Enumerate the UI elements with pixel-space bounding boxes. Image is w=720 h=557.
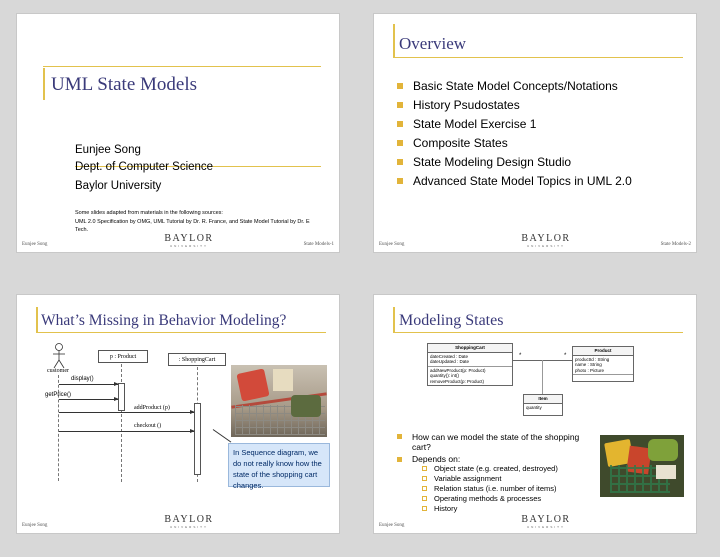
baylor-logo: BAYLOR UNIVERSITY (521, 514, 571, 529)
footer-page: State Models-1 (303, 242, 334, 247)
message-arrow (59, 431, 194, 432)
title-rule (36, 332, 326, 333)
title-accent-bar (393, 307, 395, 333)
product-lifeline (121, 364, 122, 482)
object-shoppingcart: : ShoppingCart (168, 353, 226, 366)
object-product: p : Product (98, 350, 148, 363)
bullet-item: State Model Exercise 1 (397, 117, 536, 131)
slide-title: What’s Missing in Behavior Modeling? (41, 312, 287, 329)
bullet-item: Composite States (397, 136, 508, 150)
bullet-item: Depends on: (397, 454, 460, 464)
title-rule (393, 57, 683, 58)
slide-footer (374, 232, 696, 248)
title-accent-bar (43, 68, 45, 100)
class-shoppingcart: ShoppingCart dateCreated : Date dateUpdated : Date addNewProduct(p: Product) quantity(): int() removeProduct(p: Product) (427, 343, 513, 386)
sub-bullet: Operating methods & processes (422, 494, 541, 503)
activation-bar (194, 403, 201, 475)
author-name: Eunjee Song (75, 144, 141, 156)
message-arrow (59, 412, 194, 413)
multiplicity-right: * (564, 353, 567, 359)
slide-footer (17, 232, 339, 248)
class-item: Item quantity (523, 394, 563, 416)
actor-lifeline (58, 375, 59, 481)
sub-bullet: Object state (e.g. created, destroyed) (422, 464, 558, 473)
footer-author: Eunjee Song (22, 523, 48, 528)
title-rule (393, 332, 683, 333)
note-connector (213, 429, 232, 442)
multiplicity-left: * (519, 353, 522, 359)
shopping-cart-photo (231, 365, 327, 437)
slide-title: Overview (399, 34, 467, 53)
association-class-link (542, 360, 543, 394)
baylor-logo: BAYLOR UNIVERSITY (164, 233, 214, 248)
message-arrow (59, 399, 118, 400)
class-product: Product productId : String name : String photo : Picture (572, 346, 634, 382)
bullet-item: History Psudostates (397, 98, 520, 112)
activation-bar (118, 383, 125, 411)
bullet-item: State Modeling Design Studio (397, 155, 571, 169)
sub-bullet: History (422, 504, 457, 513)
message-label: checkout () (134, 423, 162, 429)
actor-icon (51, 343, 67, 369)
author-univ: Baylor University (75, 180, 162, 192)
actor-label: customer (47, 368, 69, 374)
bullet-item: Advanced State Model Topics in UML 2.0 (397, 174, 632, 188)
title-accent-bar (393, 24, 395, 58)
message-label: addProduct (p) (134, 405, 170, 411)
footer-author: Eunjee Song (22, 242, 48, 247)
message-arrow (59, 384, 118, 385)
slide-3 (16, 294, 340, 534)
slide-footer (374, 513, 696, 529)
message-label: getPrice() (45, 392, 72, 398)
slide-4 (373, 294, 697, 534)
footer-page: State Models-2 (660, 242, 691, 247)
slide-title: Modeling States (399, 312, 504, 329)
slide-footer (17, 513, 339, 529)
acknowledgement: Some slides adapted from materials in the following sources: UML 2.0 Specification by OMG, UML Tutorial by Dr. R. France, and State Model Tutorial by Dr. E Tech. (75, 210, 310, 233)
footer-author: Eunjee Song (379, 523, 405, 528)
sub-bullet: Relation status (i.e. number of items) (422, 484, 557, 493)
baylor-logo: BAYLOR UNIVERSITY (521, 233, 571, 248)
bullet-item: How can we model the state of the shopping cart? (397, 432, 597, 452)
footer-author: Eunjee Song (379, 242, 405, 247)
bullet-item: Basic State Model Concepts/Notations (397, 79, 618, 93)
slide-2 (373, 13, 697, 253)
groceries-cart-photo (600, 435, 684, 497)
slide-1 (16, 13, 340, 253)
note-box: In Sequence diagram, we do not really know how the state of the shopping cart changes. (228, 443, 330, 487)
message-label: display() (71, 376, 94, 382)
slide-title: UML State Models (51, 74, 198, 95)
author-dept: Dept. of Computer Science (75, 161, 214, 173)
baylor-logo: BAYLOR UNIVERSITY (164, 514, 214, 529)
title-rule (43, 66, 321, 67)
title-accent-bar (36, 307, 38, 333)
sub-bullet: Variable assignment (422, 474, 501, 483)
